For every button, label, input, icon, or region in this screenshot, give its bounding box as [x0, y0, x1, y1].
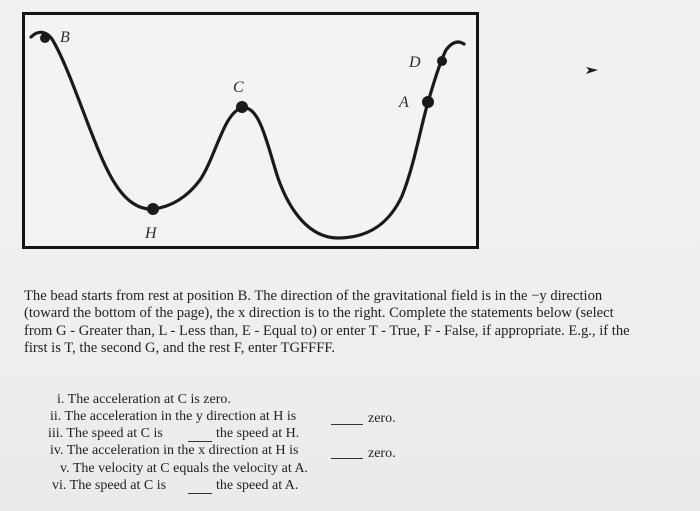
bead-a: [422, 96, 434, 108]
instructions-line-4: first is T, the second G, and the rest F, enter TGFFFF.: [24, 340, 335, 357]
instructions-line-3: from G - Greater than, L - Less than, E - Equal to) or enter T - True, F - False, if appropriate. E.g., if the: [24, 322, 630, 339]
label-h: H: [145, 225, 157, 242]
statement-5: v. The velocity at C equals the velocity at A.: [60, 461, 309, 476]
bead-d: [437, 56, 447, 66]
answer-blank-3[interactable]: [188, 441, 212, 442]
bead-b: [40, 33, 50, 43]
label-a: A: [399, 94, 409, 111]
statement-6: vi. The speed at C is: [52, 478, 167, 493]
statement-4: iv. The acceleration in the x direction at H is: [50, 443, 299, 458]
answer-blank-2[interactable]: [331, 424, 363, 425]
statement-6-suffix: the speed at A.: [216, 478, 299, 493]
answer-blank-4[interactable]: [331, 458, 363, 459]
statement-2-suffix: zero.: [368, 411, 396, 426]
pointer-cursor-icon: [583, 62, 599, 78]
statement-3: iii. The speed at C is: [48, 426, 163, 441]
statement-1: i. The acceleration at C is zero.: [57, 392, 231, 407]
label-d: D: [409, 54, 421, 71]
bead-c: [236, 101, 248, 113]
answer-blank-6[interactable]: [188, 493, 212, 494]
instructions-paragraph: [24, 288, 700, 358]
statement-2: ii. The acceleration in the y direction at H is: [50, 409, 297, 424]
bead-h: [147, 203, 159, 215]
label-c: C: [233, 79, 244, 96]
statement-3-suffix: the speed at H.: [216, 426, 300, 441]
label-b: B: [60, 29, 70, 46]
instructions-line-2: (toward the bottom of the page), the x direction is to the right. Complete the statements below (select: [24, 305, 614, 322]
statement-4-suffix: zero.: [368, 446, 396, 461]
instructions-line-1: The bead starts from rest at position B. The direction of the gravitational field is in the −y direction: [24, 288, 603, 304]
